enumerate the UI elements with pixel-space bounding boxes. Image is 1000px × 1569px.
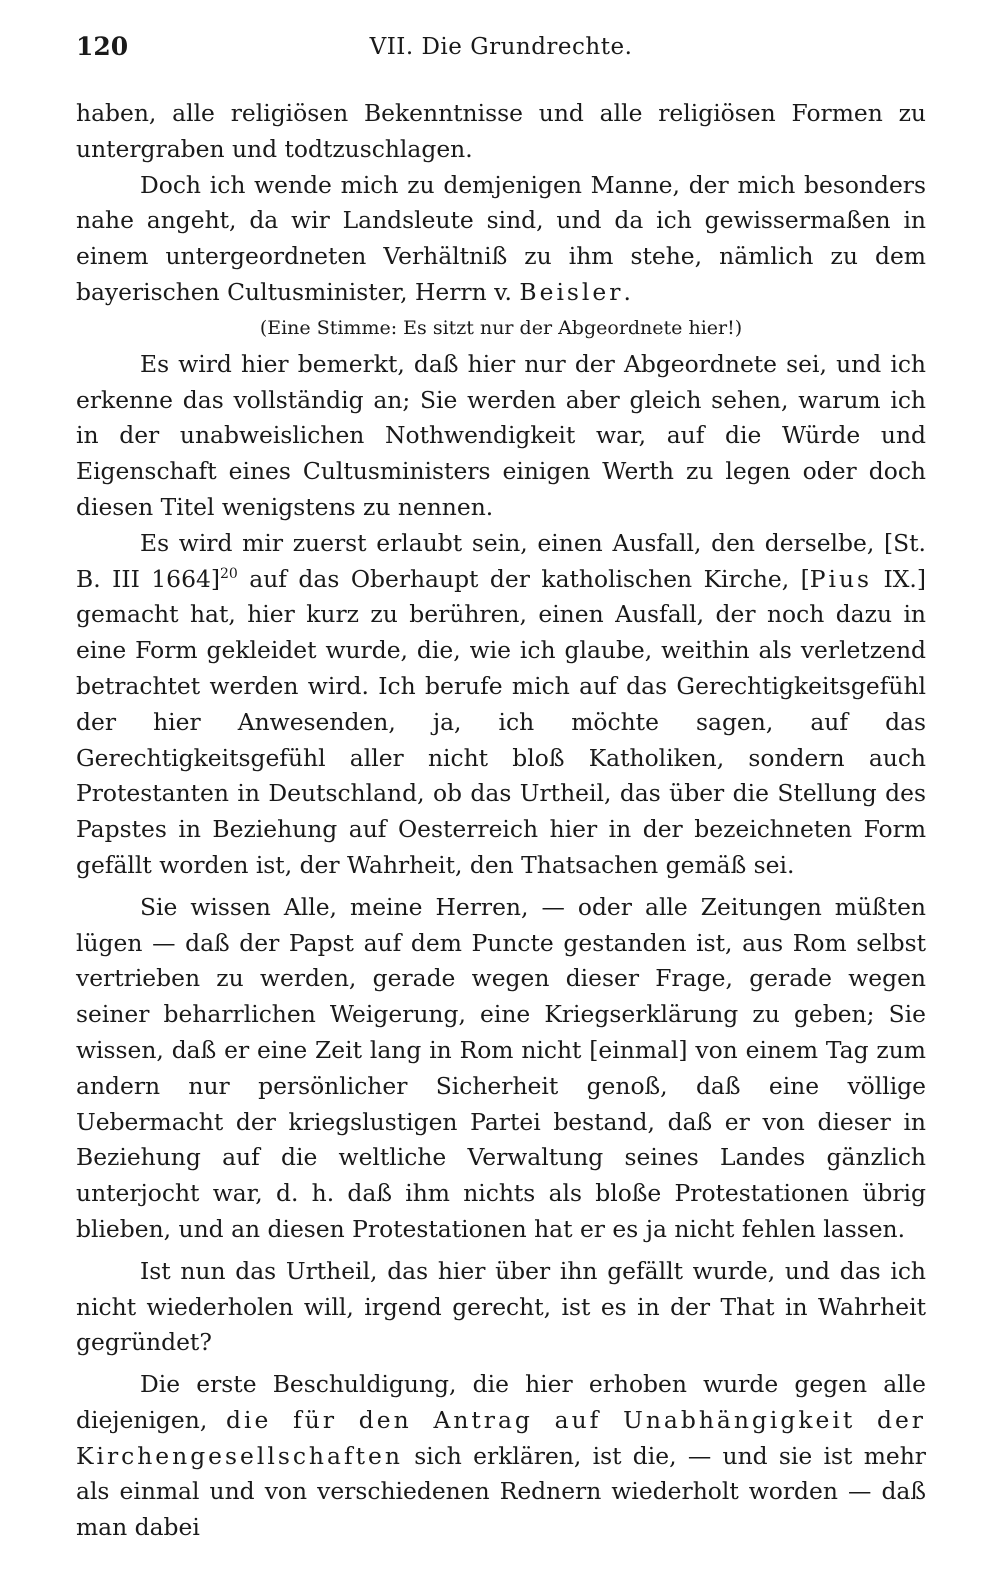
paragraph-text: Doch ich wende mich zu demjenigen Manne, der mich besonders nahe angeht, da wir Landsleute sind, und da ich gewissermaßen in einem untergeordneten Verhältniß zu ihm stehe, nämlich zu dem bayerischen Cultusminister, Herrn v. [76, 170, 926, 306]
paragraph-continuation [76, 96, 926, 168]
paragraph-text: sich erklären, ist die, — und sie ist mehr als einmal und von verschiedenen Rednern wiederholt worden — daß man dabei [76, 1441, 926, 1542]
paragraph-text: Ist nun das Urtheil, das hier über ihn gefällt wurde, und das ich nicht wiederholen will, irgend gerecht, ist es in der That in Wahrheit gegründet? [76, 1256, 926, 1357]
paragraph-text: Sie wissen Alle, meine Herren, — oder alle Zeitungen müßten lügen — daß der Papst auf dem Puncte gestanden ist, aus Rom selbst vertrieben zu werden, gerade wegen dieser Frage, gerade wegen seiner beharrlichen Weigerung, eine Kriegserklärung zu geben; Sie wissen, daß er eine Zeit lang in Rom nicht [einmal] von einem Tag zum andern nur persönlicher Sicherheit genoß, daß eine völlige Uebermacht der kriegslustigen Partei bestand, daß er von dieser in Beziehung auf die weltliche Verwaltung seines Landes gänzlich unterjocht war, d. h. daß ihm nichts als bloße Protestationen übrig blieben, und an diesen Protestationen hat er es ja nicht fehlen lassen. [76, 892, 926, 1243]
paragraph-text: Es wird mir zuerst erlaubt sein, einen Ausfall, den derselbe, [St. B. III 1664] [76, 528, 926, 593]
note-text: (Eine Stimme: Es sitzt nur der Abgeordnete hier!) [259, 316, 743, 339]
paragraph [76, 168, 926, 311]
paragraph-text: auf das Oberhaupt der katholischen Kirche, [ [237, 564, 810, 593]
paragraph [76, 347, 926, 526]
paragraph [76, 1254, 926, 1361]
paragraph [76, 890, 926, 1248]
spaced-emphasis: die für den Antrag auf Unabhängigkeit der Kirchengesellschaften [76, 1405, 926, 1470]
paragraph-text: Die erste Beschuldigung, die hier erhoben wurde gegen alle diejenigen, [76, 1370, 926, 1434]
page-number: 120 [76, 32, 129, 61]
interjection-note [76, 313, 926, 343]
spaced-name: Beisler [519, 277, 624, 306]
spaced-name: Pius [809, 564, 873, 593]
running-head [76, 28, 926, 68]
paragraph-text: IX.] gemacht hat, hier kurz zu berühren, einen Ausfall, der noch dazu in eine Form gekleidet wurde, die, wie ich glaube, weithin als verletzend betrachtet werden wird. Ich berufe mich auf das Gerechtigkeitsgefühl der hier Anwesenden, ja, ich möchte sagen, auf das Gerechtigkeitsgefühl aller nicht bloß Katholiken, sondern auch Protestanten in Deutschland, ob das Urtheil, das über die Stellung des Papstes in Beziehung auf Oesterreich hier in der bezeichneten Form gefällt worden ist, der Wahrheit, den Thatsachen gemäß sei. [76, 564, 926, 879]
paragraph-text: haben, alle religiösen Bekenntnisse und alle religiösen Formen zu untergraben und todtzuschlagen. [76, 99, 926, 163]
footnote-mark: 20 [219, 565, 238, 582]
paragraph-text: Es wird hier bemerkt, daß hier nur der Abgeordnete sei, und ich erkenne das vollständig an; Sie werden aber gleich sehen, warum ich in der unabweislichen Nothwendigkeit war, auf die Würde und Eigenschaft eines Cultusministers einigen Werth zu legen oder doch diesen Titel wenigstens zu nennen. [76, 349, 926, 521]
running-title: VII. Die Grundrechte. [369, 34, 633, 60]
body-text [76, 96, 926, 1546]
paragraph [76, 1367, 926, 1546]
paragraph [76, 526, 926, 884]
paragraph-text: . [623, 277, 631, 306]
book-page [76, 28, 926, 1546]
